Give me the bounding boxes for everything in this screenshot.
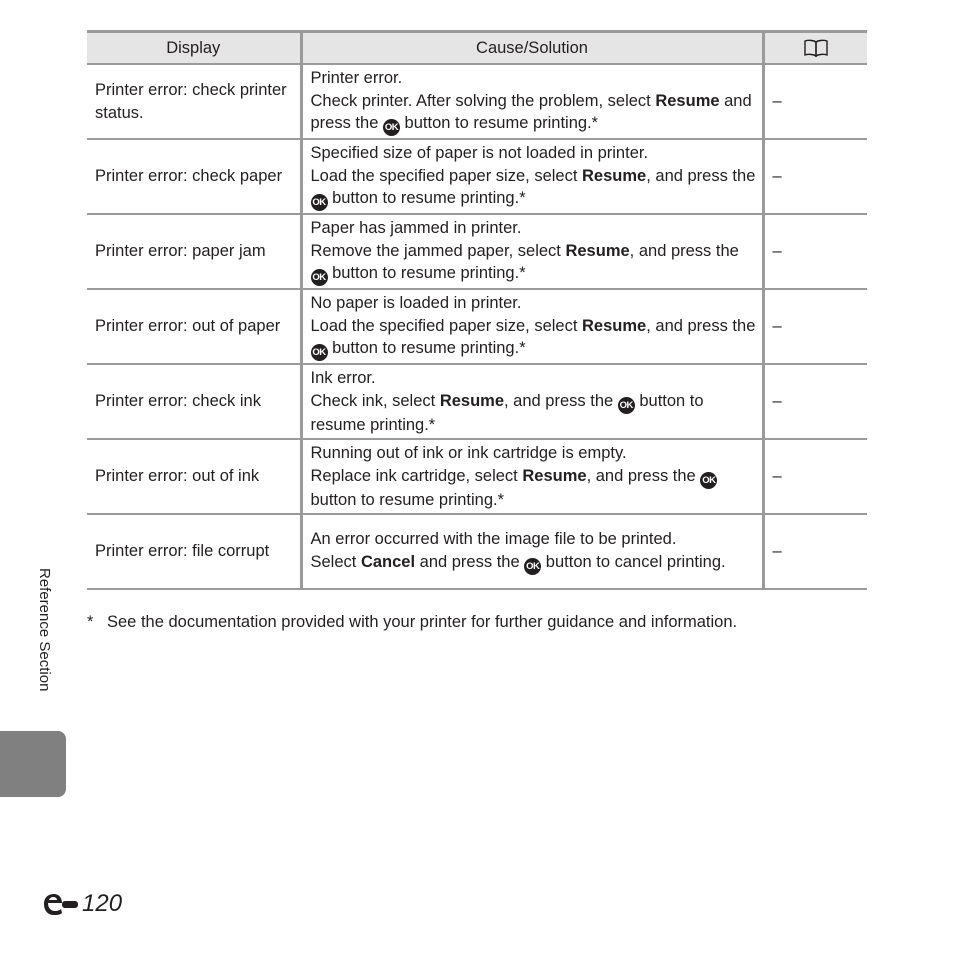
reference-dash: – bbox=[772, 467, 782, 486]
reference-cell bbox=[763, 139, 867, 214]
menu-option-name: Resume bbox=[522, 466, 587, 485]
menu-option-name: Resume bbox=[582, 166, 647, 185]
reference-cell bbox=[763, 364, 867, 439]
cause-solution-cell bbox=[301, 214, 763, 289]
display-text: Printer error: check paper bbox=[95, 167, 283, 186]
display-cell bbox=[87, 64, 301, 139]
display-text: Printer error: check printer status. bbox=[95, 81, 287, 122]
cause-text: Remove the jammed paper, select bbox=[310, 241, 566, 260]
table-row bbox=[87, 139, 867, 214]
cause-text: Select bbox=[310, 552, 361, 571]
cause-text: button to resume printing.* bbox=[327, 189, 526, 207]
reference-cell bbox=[763, 214, 867, 289]
cause-text: Replace ink cartridge, select bbox=[310, 466, 523, 485]
cause-text: , and press the bbox=[646, 166, 756, 185]
cause-text: , and press the bbox=[629, 241, 739, 260]
display-text: Printer error: file corrupt bbox=[95, 542, 270, 561]
menu-option-name: Cancel bbox=[360, 552, 416, 571]
ok-button-icon: OK bbox=[524, 558, 541, 575]
section-side-label: Reference Section bbox=[36, 568, 53, 692]
cause-text: Check printer. After solving the problem, select bbox=[310, 91, 656, 110]
header-display: Display bbox=[87, 32, 301, 65]
reference-dash: – bbox=[772, 392, 782, 411]
table-row bbox=[87, 289, 867, 364]
table-row bbox=[87, 64, 867, 139]
cause-text: button to resume printing.* bbox=[327, 339, 526, 357]
table-row bbox=[87, 514, 867, 589]
ok-button-icon: OK bbox=[311, 344, 328, 361]
cause-text: and press the bbox=[310, 91, 752, 132]
table-row bbox=[87, 214, 867, 289]
display-cell bbox=[87, 514, 301, 589]
cause-line1: Printer error. bbox=[310, 69, 403, 87]
cause-text: button to resume printing.* bbox=[310, 391, 704, 434]
table-row bbox=[87, 364, 867, 439]
menu-option-name: Resume bbox=[565, 241, 630, 260]
display-text: Printer error: paper jam bbox=[95, 242, 266, 261]
ok-button-icon: OK bbox=[700, 472, 717, 489]
cause-text: button to resume printing.* bbox=[399, 114, 599, 132]
ok-button-icon: OK bbox=[383, 119, 400, 136]
footnote-mark: * bbox=[87, 613, 94, 631]
footnote-text: See the documentation provided with your printer for further guidance and information. bbox=[107, 613, 738, 631]
reference-cell bbox=[763, 439, 867, 514]
menu-option-name: Resume bbox=[582, 316, 647, 335]
display-cell bbox=[87, 364, 301, 439]
reference-dash: – bbox=[772, 242, 782, 261]
cause-text: , and press the bbox=[646, 316, 756, 335]
reference-dash: – bbox=[772, 167, 782, 186]
cause-text: button to cancel printing. bbox=[541, 552, 726, 571]
cause-line1: Specified size of paper is not loaded in printer. bbox=[310, 144, 649, 162]
cause-solution-cell bbox=[301, 439, 763, 514]
menu-option-name: Resume bbox=[439, 391, 505, 410]
printer-error-table bbox=[87, 30, 867, 590]
cause-line1: No paper is loaded in printer. bbox=[310, 294, 522, 312]
header-cause-solution: Cause/Solution bbox=[301, 32, 763, 65]
cause-line1: Ink error. bbox=[310, 369, 376, 387]
cause-line1: Paper has jammed in printer. bbox=[310, 219, 522, 237]
display-text: Printer error: check ink bbox=[95, 392, 261, 411]
cause-text: Load the specified paper size, select bbox=[310, 316, 583, 335]
cause-text: Load the specified paper size, select bbox=[310, 166, 583, 185]
table-header-row bbox=[87, 32, 867, 65]
display-cell bbox=[87, 214, 301, 289]
reference-cell bbox=[763, 514, 867, 589]
reference-cell bbox=[763, 64, 867, 139]
cause-solution-cell bbox=[301, 364, 763, 439]
section-tab-marker bbox=[0, 731, 66, 797]
cause-solution-cell bbox=[301, 289, 763, 364]
display-text: Printer error: out of ink bbox=[95, 467, 260, 486]
reference-dash: – bbox=[772, 542, 782, 561]
display-cell bbox=[87, 439, 301, 514]
cause-text: Check ink, select bbox=[310, 391, 440, 410]
page-number bbox=[40, 890, 122, 918]
display-cell bbox=[87, 139, 301, 214]
header-reference bbox=[763, 32, 867, 65]
display-cell bbox=[87, 289, 301, 364]
troubleshooting-table-container bbox=[87, 30, 867, 590]
book-icon bbox=[803, 38, 829, 58]
cause-line1: An error occurred with the image file to be printed. bbox=[310, 530, 677, 549]
reference-dash: – bbox=[772, 317, 782, 336]
menu-option-name: Resume bbox=[655, 91, 720, 110]
reference-cell bbox=[763, 289, 867, 364]
table-row bbox=[87, 439, 867, 514]
reference-dash: – bbox=[772, 92, 782, 111]
cause-text: , and press the bbox=[586, 466, 701, 485]
cause-solution-cell bbox=[301, 514, 763, 589]
page-number-value: 120 bbox=[82, 890, 123, 917]
cause-text: , and press the bbox=[504, 391, 618, 410]
cause-text: button to resume printing.* bbox=[310, 490, 505, 509]
cause-text: and press the bbox=[415, 552, 525, 571]
cause-text: button to resume printing.* bbox=[327, 264, 526, 282]
cause-solution-cell bbox=[301, 64, 763, 139]
ok-button-icon: OK bbox=[618, 397, 635, 414]
cause-line1: Running out of ink or ink cartridge is empty. bbox=[310, 444, 627, 462]
ok-button-icon: OK bbox=[311, 269, 328, 286]
ok-button-icon: OK bbox=[311, 194, 328, 211]
display-text: Printer error: out of paper bbox=[95, 317, 281, 336]
cause-solution-cell bbox=[301, 139, 763, 214]
e-section-icon bbox=[40, 890, 80, 918]
footnote bbox=[87, 613, 867, 632]
